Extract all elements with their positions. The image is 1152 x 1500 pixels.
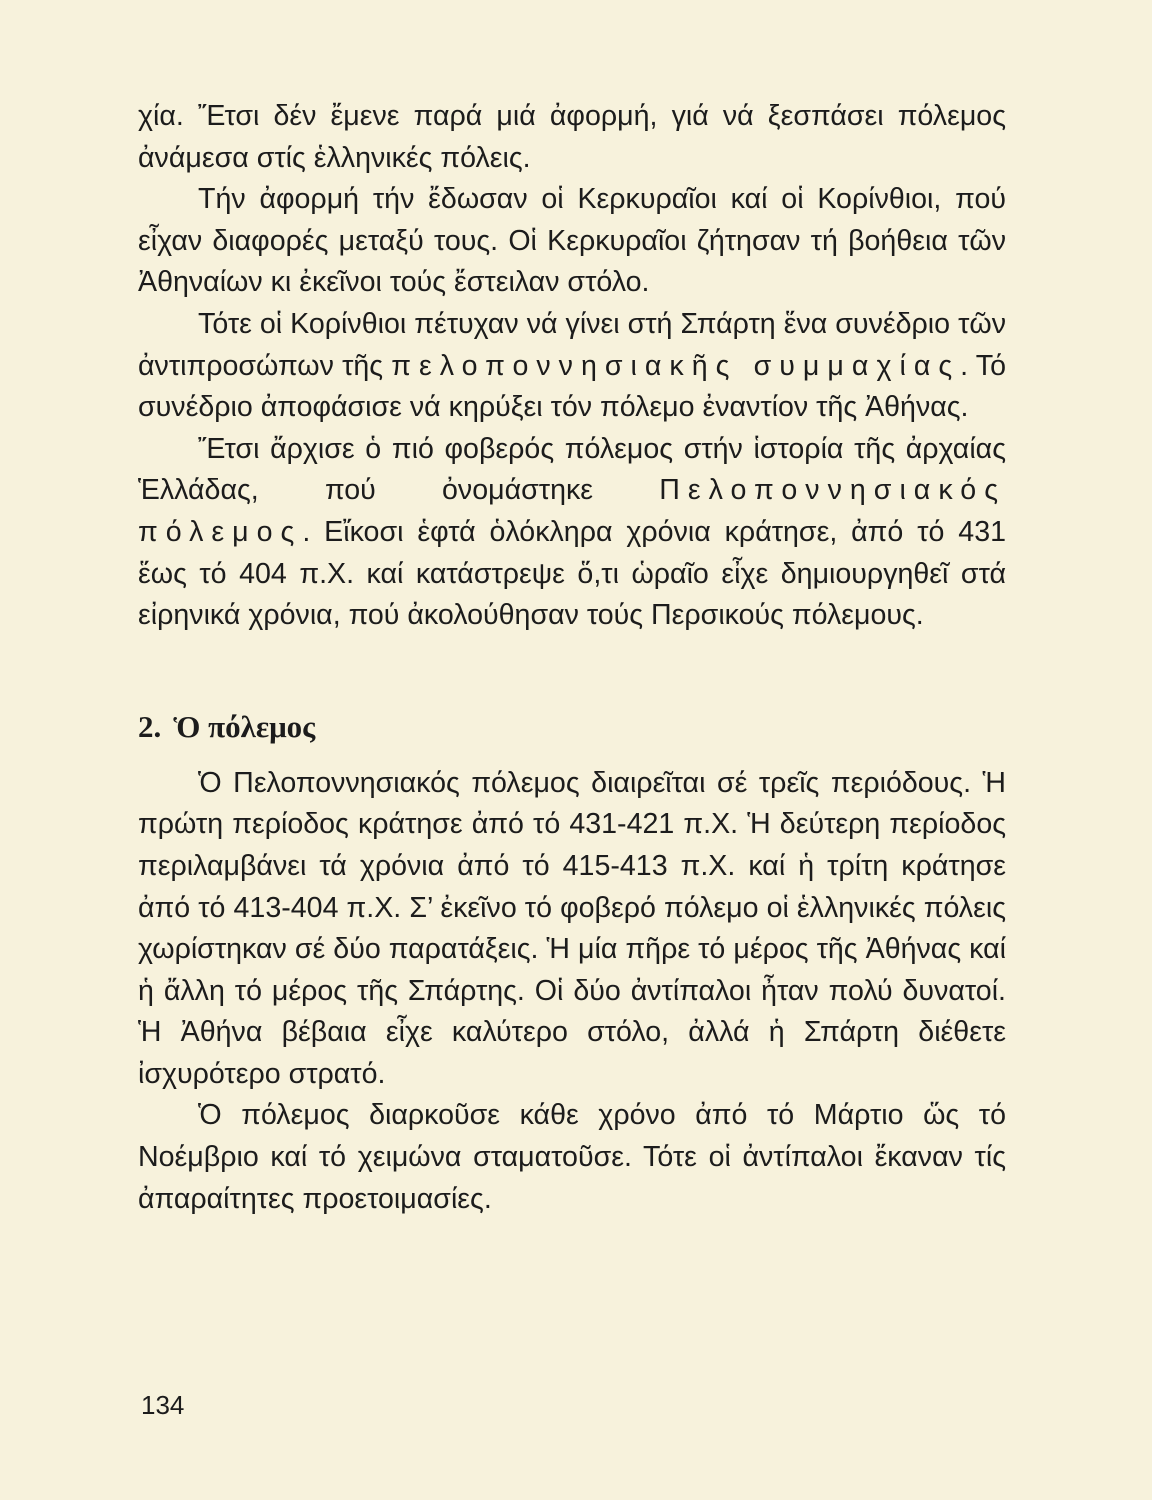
- section-heading: [138, 707, 1006, 747]
- page-body: [138, 96, 1006, 1220]
- paragraph-text: Ἔτσι ἄρχισε ὁ πιό φοβερός πόλεμος στήν ἱστορία τῆς ἀρχαίας Ἑλλάδας, πού ὀνομάστηκε: [138, 432, 1006, 507]
- paragraph-text: Ὁ Πελοποννησιακός πόλεμος διαιρεῖται σέ τρεῖς περιόδους. Ἡ πρώτη περίοδος κράτησε ἀπό τό 431-421 π.Χ. Ἡ δεύτερη περίοδος περιλαμβάνει τά χρόνια ἀπό τό 415-413 π.Χ. καί ἡ τρίτη κράτησε ἀπό τό 413-404 π.Χ. Σ’ ἐκεῖνο τό φοβερό πόλεμο οἱ ἑλληνικές πόλεις χωρίστηκαν σέ δύο παρατάξεις. Ἡ μία πῆρε τό μέρος τῆς Ἀθήνας καί ἡ ἄλλη τό μέρος τῆς Σπάρτης. Οἱ δύο ἀντίπαλοι ἦταν πολύ δυνατοί. Ἡ Ἀθήνα βέβαια εἶχε καλύτερο στόλο, ἀλλά ἡ Σπάρτη διέθετε ἰσχυρότερο στρατό.: [138, 766, 1006, 1090]
- paragraph: [138, 1095, 1006, 1220]
- paragraph: [138, 96, 1006, 179]
- paragraph-text: Ὁ πόλεμος διαρκοῦσε κάθε χρόνο ἀπό τό Μάρτιο ὥς τό Νοέμβριο καί τό χειμώνα σταματοῦσε. Τότε οἱ ἀντίπαλοι ἔκαναν τίς ἀπαραίτητες προετοιμασίες.: [138, 1099, 1006, 1215]
- section-paragraphs: [138, 763, 1006, 1221]
- section-title: Ὁ πόλεμος: [173, 708, 316, 744]
- emphasized-term: πελοποννησιακῆς συμμαχίας: [391, 349, 961, 382]
- top-paragraphs: [138, 96, 1006, 637]
- paragraph: [138, 304, 1006, 429]
- paragraph-text: . Εἴκοσι ἑφτά ὁλόκληρα χρόνια κράτησε, ἀπό τό 431 ἕως τό 404 π.Χ. καί κατάστρεψε ὅ,τι ὡραῖο εἶχε δημιουργηθεῖ στά εἰρηνικά χρόνια, πού ἀκολούθησαν τούς Περσικούς πόλεμους.: [138, 515, 1006, 632]
- paragraph: [138, 429, 1006, 637]
- section-number: 2.: [138, 708, 162, 744]
- paragraph: [138, 179, 1006, 304]
- emphasized-term: Πελοποννησιακός πόλεμος: [138, 474, 1006, 548]
- paragraph: [138, 763, 1006, 1096]
- paragraph-text: Τήν ἀφορμή τήν ἔδωσαν οἱ Κερκυραῖοι καί οἱ Κορίνθιοι, πού εἶχαν διαφορές μεταξύ τους. Οἱ Κερκυραῖοι ζήτησαν τή βοήθεια τῶν Ἀθηναίων κι ἐκεῖνοι τούς ἔστειλαν στόλο.: [138, 183, 1006, 299]
- paragraph-text: Τότε οἱ Κορίνθιοι πέτυχαν νά γίνει στή Σπάρτη ἕνα συνέδριο τῶν ἀντιπροσώπων τῆς: [138, 307, 1006, 382]
- paragraph-text: χία. Ἔτσι δέν ἔμενε παρά μιά ἀφορμή, γιά νά ξεσπάσει πόλεμος ἀνάμεσα στίς ἑλληνικές πόλεις.: [138, 100, 1006, 174]
- paragraph-text: . Τό συνέδριο ἀποφάσισε νά κηρύξει τόν πόλεμο ἐναντίον τῆς Ἀθήνας.: [138, 349, 1006, 424]
- page-number: 134: [141, 1390, 185, 1420]
